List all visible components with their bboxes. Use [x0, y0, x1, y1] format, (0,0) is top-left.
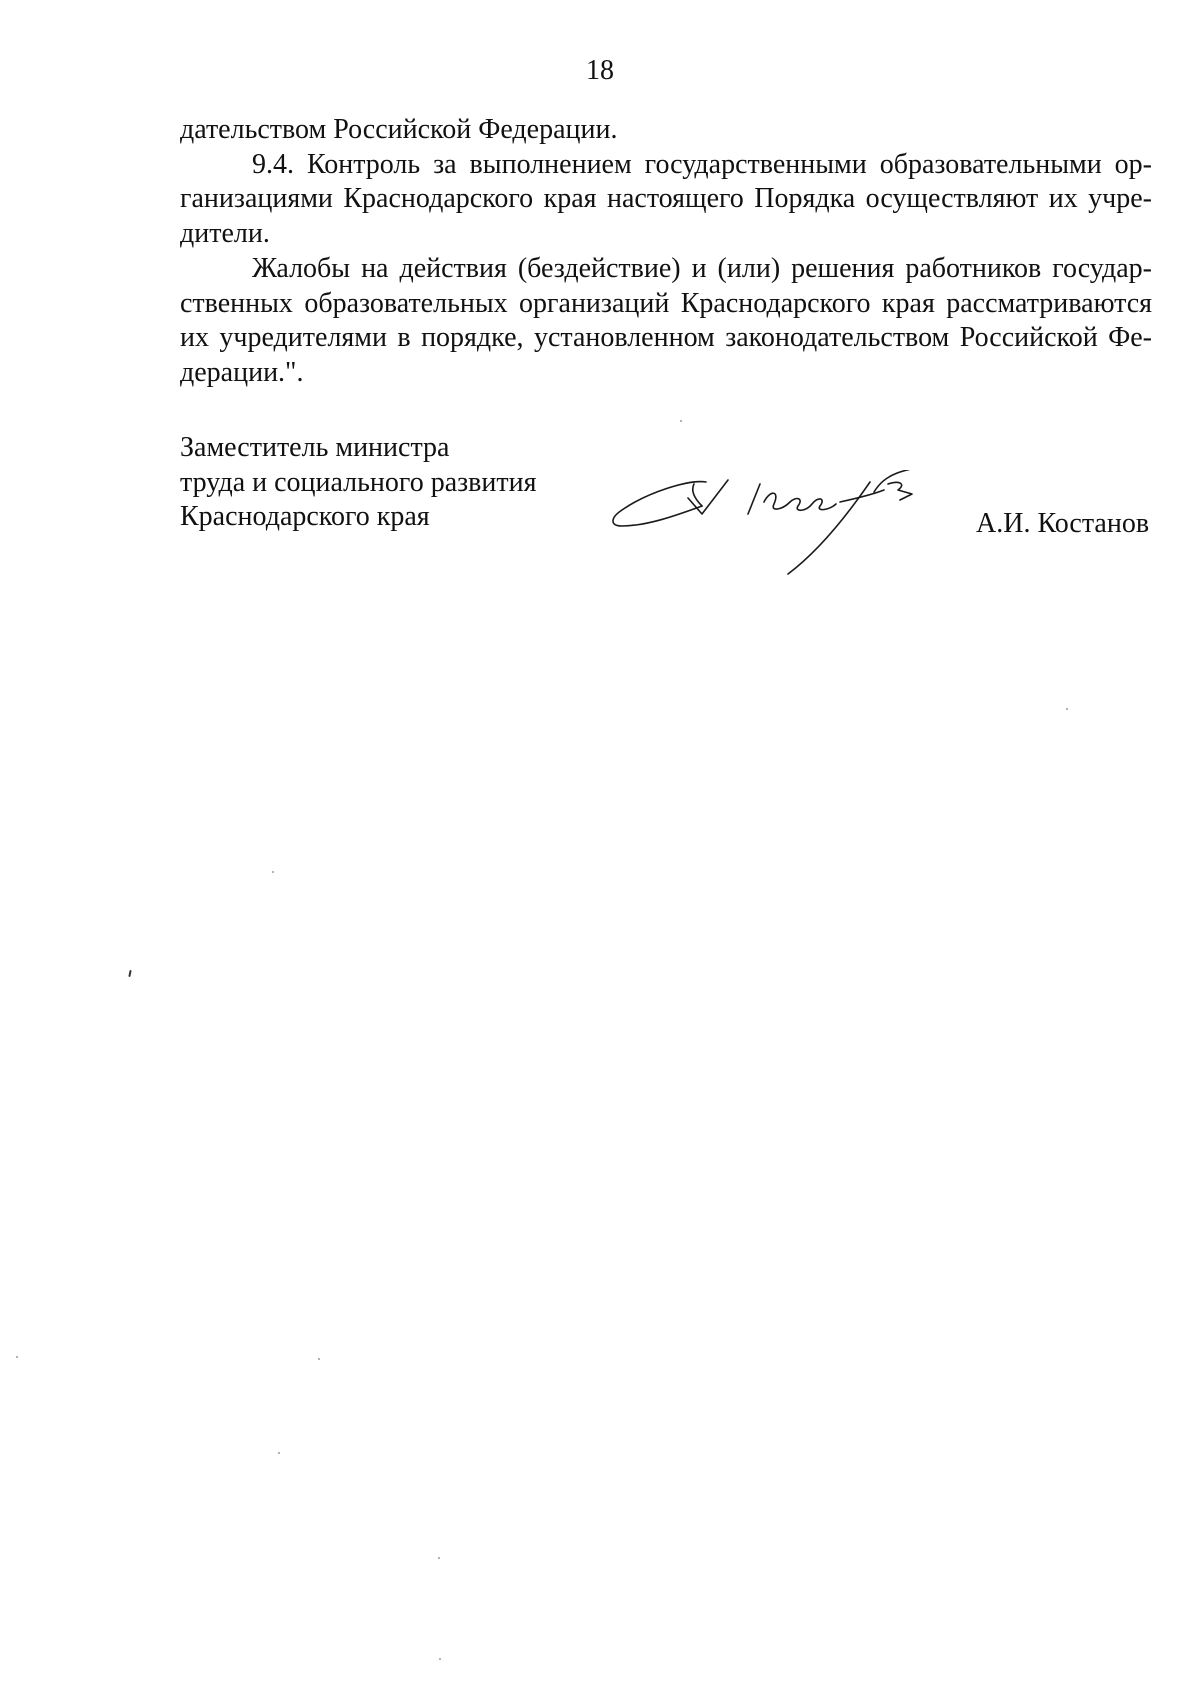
- page-number: 18: [586, 55, 614, 86]
- scan-speck: [680, 420, 682, 422]
- scan-speck: [439, 1658, 441, 1660]
- scan-speck: [128, 970, 131, 977]
- complaints-paragraph-line: ственных образовательных организаций Краснодарского края рассматриваются: [180, 287, 1152, 319]
- signer-name: А.И. Костанов: [976, 508, 1150, 539]
- complaints-paragraph-line: их учредителями в порядке, установленном законодательством Российской Фе-: [180, 322, 1152, 354]
- scan-speck: [318, 1358, 320, 1360]
- handwritten-signature: [608, 470, 973, 595]
- scan-speck: [1066, 708, 1068, 710]
- scan-speck: [16, 1356, 18, 1358]
- signatory-position: [180, 431, 536, 535]
- paragraph-9-4-line: дители.: [180, 218, 270, 250]
- scan-speck: [278, 1452, 280, 1454]
- paragraph-9-4-line: ганизациями Краснодарского края настоящего Порядка осуществляют их учре-: [180, 183, 1152, 215]
- position-line: труда и социального развития: [180, 466, 537, 498]
- scan-speck: [272, 871, 274, 873]
- scan-speck: [438, 1557, 440, 1559]
- text-line: дательством Российской Федерации.: [180, 114, 618, 145]
- document-body: [180, 113, 1152, 391]
- complaints-paragraph-line: дерации.".: [180, 356, 304, 388]
- complaints-paragraph-line: Жалобы на действия (бездействие) и (или) решения работников государ-: [252, 252, 1152, 284]
- position-line: Заместитель министра: [180, 432, 450, 463]
- paragraph-9-4-line: 9.4. Контроль за выполнением государственными образовательными ор-: [252, 148, 1152, 180]
- position-line: Краснодарского края: [180, 501, 430, 532]
